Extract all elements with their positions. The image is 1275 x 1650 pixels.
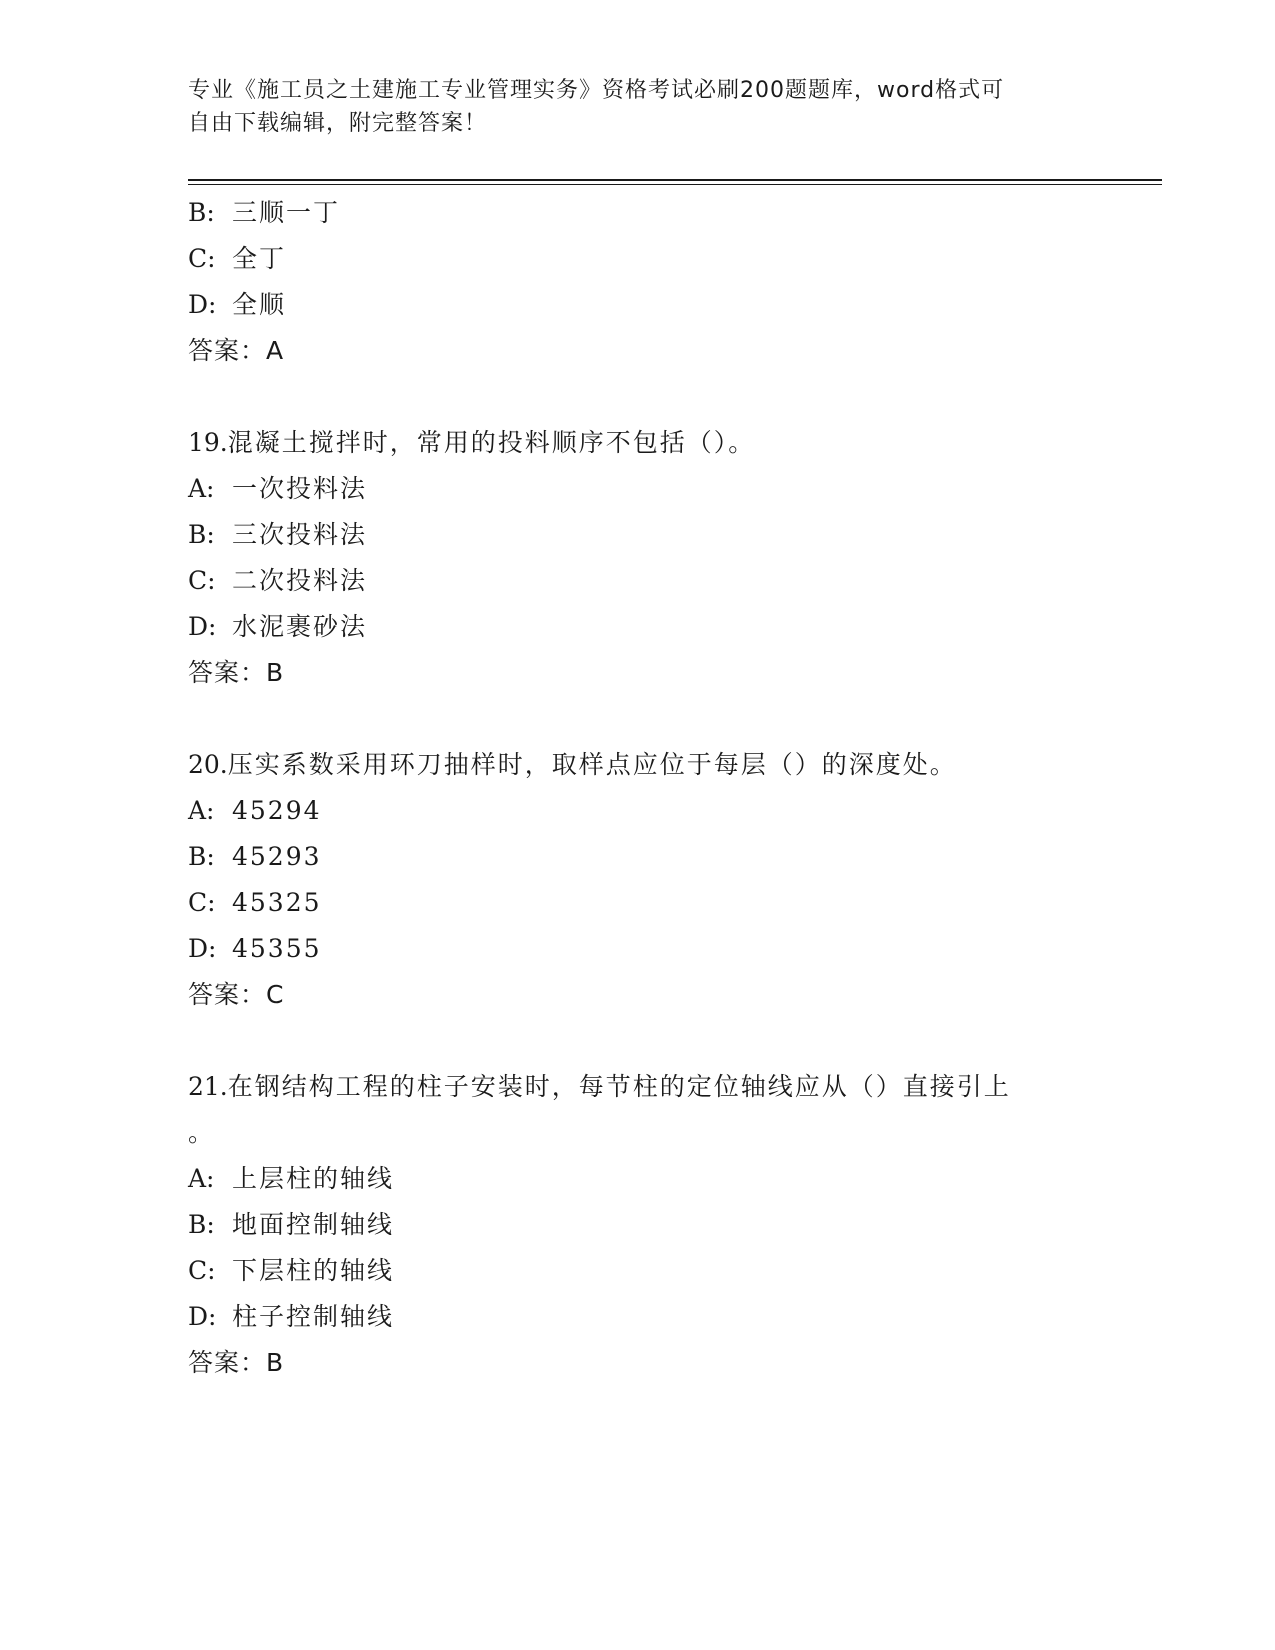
question-text: 混凝土搅拌时，常用的投料顺序不包括（）。 [227,428,756,457]
question-stem [188,1064,1088,1110]
option-a [188,788,1088,834]
option-key: A: [188,1164,215,1193]
header-divider-thin [188,184,1162,185]
option-key: D: [188,290,217,319]
option-text: 一次投料法 [232,474,368,503]
option-text: 45325 [232,888,322,917]
option-text: 上层柱的轴线 [232,1164,395,1193]
option-text: 45355 [232,934,322,963]
option-text: 45294 [232,796,322,825]
question-number: 21. [188,1072,228,1101]
option-key: C: [188,244,216,273]
option-key: C: [188,888,216,917]
document-body [188,190,1088,1386]
question-text: 压实系数采用环刀抽样时，取样点应位于每层（）的深度处。 [227,750,957,779]
option-key: D: [188,612,217,641]
answer-line: 答案：B [188,1348,285,1377]
option-c [188,1248,1088,1294]
option-key: D: [188,934,217,963]
option-a [188,1156,1088,1202]
option-text: 三次投料法 [232,520,368,549]
question-number: 19. [188,428,228,457]
option-b [188,1202,1088,1248]
header-line-2: 自由下载编辑，附完整答案！ [188,111,488,136]
question-text: 在钢结构工程的柱子安装时，每节柱的定位轴线应从（）直接引上 [227,1072,1011,1101]
option-key: B: [188,520,215,549]
question-number: 20. [188,750,228,779]
option-key: A: [188,474,215,503]
option-d [188,1294,1088,1340]
option-key: A: [188,796,215,825]
option-key: C: [188,566,216,595]
option-text: 全丁 [232,244,287,273]
option-text: 45293 [232,842,322,871]
option-text: 下层柱的轴线 [232,1256,395,1285]
option-d [188,282,1088,328]
option-key: B: [188,198,215,227]
option-a [188,466,1088,512]
answer-line: 答案：B [188,658,285,687]
question-text-tail: 。 [188,1118,214,1147]
answer-line: 答案：A [188,336,285,365]
option-c [188,236,1088,282]
option-text: 二次投料法 [232,566,368,595]
option-text: 全顺 [232,290,287,319]
question-stem [188,420,1088,466]
option-d [188,604,1088,650]
option-d [188,926,1088,972]
header-divider-thick [188,179,1162,181]
option-c [188,558,1088,604]
option-text: 三顺一丁 [232,198,341,227]
question-19 [188,420,1088,696]
header-line-1: 专业《施工员之土建施工专业管理实务》资格考试必刷200题题库，word格式可 [188,78,1005,103]
option-text: 水泥裹砂法 [232,612,368,641]
option-text: 地面控制轴线 [232,1210,395,1239]
option-key: B: [188,842,215,871]
option-c [188,880,1088,926]
answer-line: 答案：C [188,980,285,1009]
option-key: D: [188,1302,217,1331]
option-key: C: [188,1256,216,1285]
question-20 [188,742,1088,1018]
previous-question-options [188,190,1088,374]
option-key: B: [188,1210,215,1239]
option-text: 柱子控制轴线 [232,1302,395,1331]
question-21 [188,1064,1088,1386]
question-stem [188,742,1088,788]
option-b [188,512,1088,558]
option-b [188,834,1088,880]
option-b [188,190,1088,236]
document-header [188,74,1068,140]
